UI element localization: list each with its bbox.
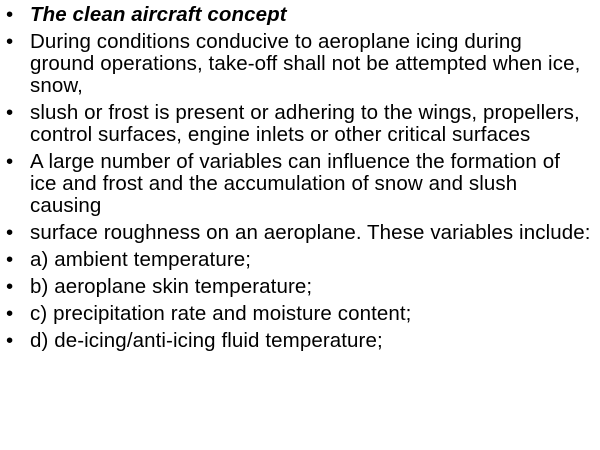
bullet-item-title: [6, 4, 592, 26]
bullet-text: a) ambient temperature;: [30, 248, 252, 271]
bullet-item: [6, 303, 592, 325]
bullet-icon: •: [6, 329, 14, 352]
bullet-text: b) aeroplane skin temperature;: [30, 275, 313, 298]
bullet-icon: •: [6, 101, 14, 124]
bullet-text: During conditions conducive to aeroplane icing during ground operations, take-off shall not be attempted when ice, snow,: [30, 30, 581, 97]
bullet-icon: •: [6, 275, 14, 298]
bullet-item: [6, 151, 592, 217]
bullet-item: [6, 102, 592, 146]
bullet-item: [6, 330, 592, 352]
bullet-text: The clean aircraft concept: [30, 3, 287, 26]
bullet-item: [6, 31, 592, 97]
bullet-icon: •: [6, 3, 14, 26]
bullet-icon: •: [6, 248, 14, 271]
bullet-icon: •: [6, 150, 14, 173]
bullet-icon: •: [6, 30, 14, 53]
bullet-item: [6, 222, 592, 244]
bullet-item: [6, 276, 592, 298]
bullet-item: [6, 249, 592, 271]
bullet-text: surface roughness on an aeroplane. These variables include:: [30, 221, 591, 244]
bullet-list: [6, 4, 592, 357]
bullet-text: d) de-icing/anti-icing fluid temperature;: [30, 329, 383, 352]
bullet-icon: •: [6, 221, 14, 244]
bullet-text: c) precipitation rate and moisture content;: [30, 302, 412, 325]
bullet-text: A large number of variables can influence the formation of ice and frost and the accumulation of snow and slush causing: [30, 150, 560, 217]
bullet-text: slush or frost is present or adhering to the wings, propellers, control surfaces, engine inlets or other critical surfaces: [30, 101, 580, 146]
bullet-icon: •: [6, 302, 14, 325]
